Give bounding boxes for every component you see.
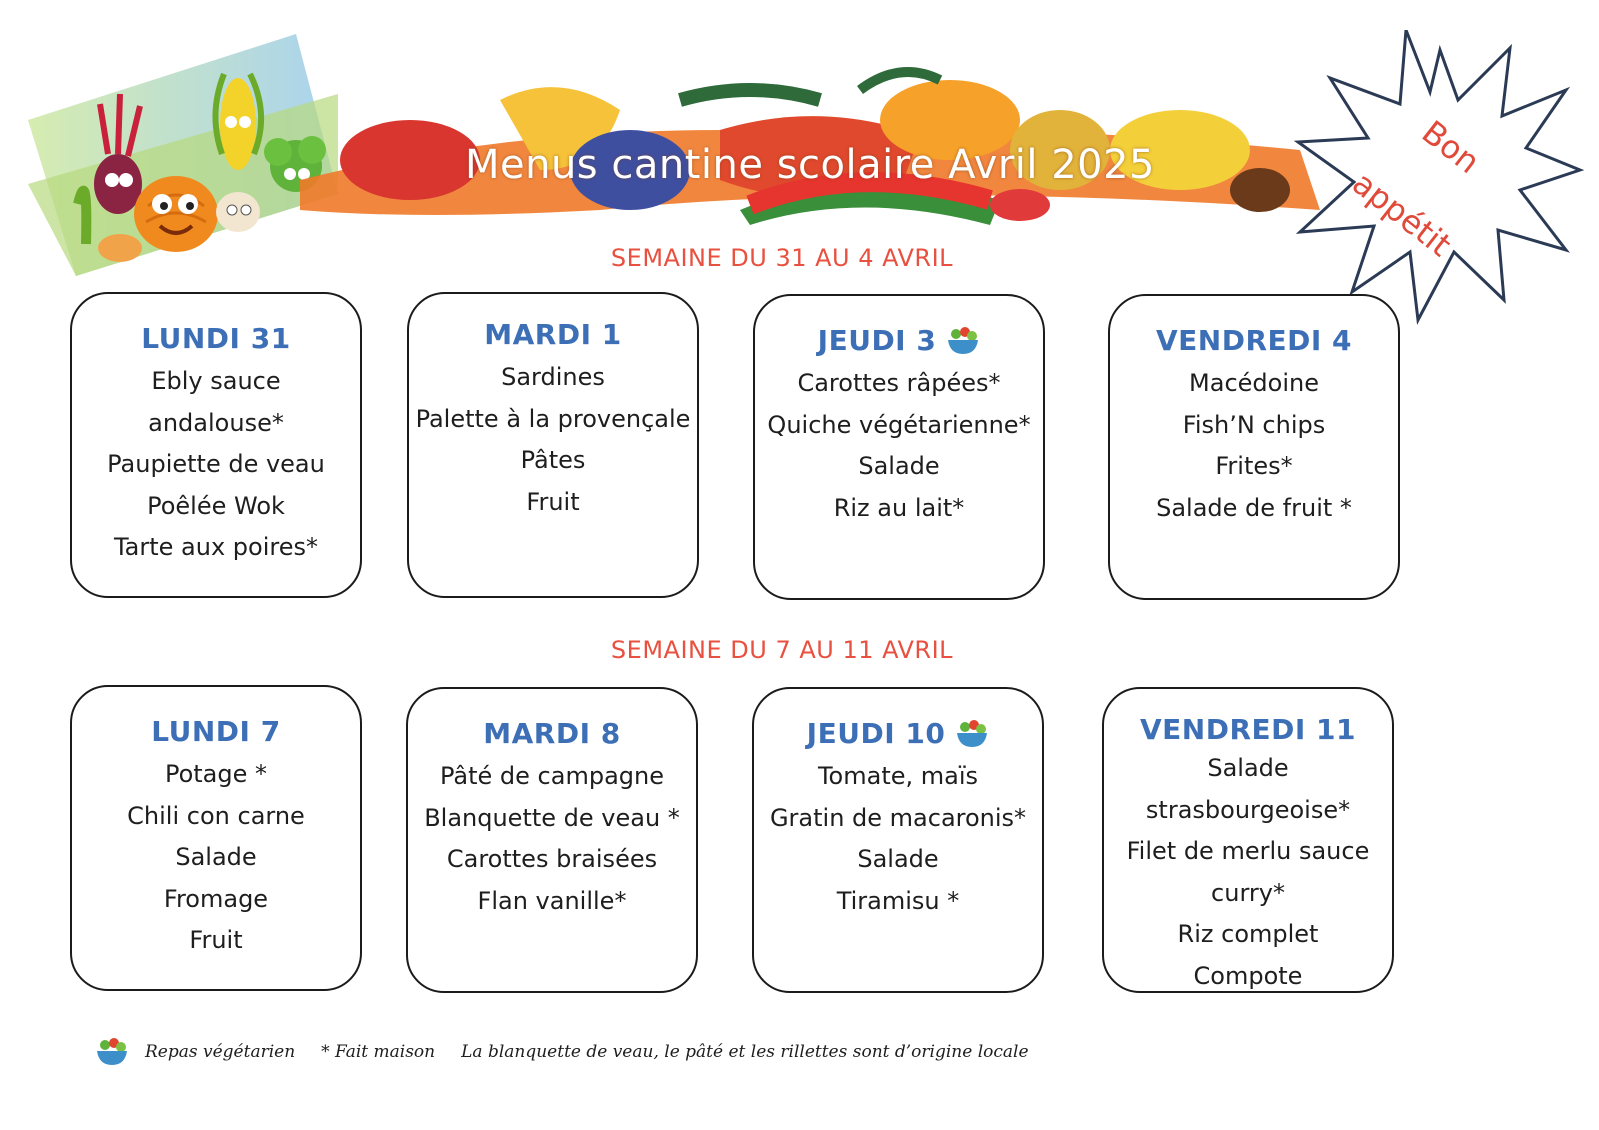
menu-item: Fruit: [189, 926, 243, 954]
day-label: LUNDI 7: [151, 715, 281, 748]
menu-item: Filet de merlu sauce: [1126, 837, 1370, 865]
day-label: VENDREDI 11: [1139, 713, 1357, 746]
menu-item: Compote: [1193, 961, 1303, 990]
menu-item: Gratin de macaronis*: [769, 803, 1027, 832]
menu-item: Frites*: [1215, 452, 1293, 480]
menu-item: Ebly sauce: [151, 367, 281, 395]
menu-item: Tiramisu *: [836, 886, 960, 915]
salad-bowl-icon: [955, 719, 989, 749]
menu-item: Blanquette de veau *: [424, 803, 680, 832]
menu-item: Salade: [175, 843, 257, 871]
day-label: LUNDI 31: [141, 322, 291, 355]
menu-item: Riz complet: [1177, 920, 1319, 948]
week-1-title: SEMAINE DU 31 AU 4 AVRIL: [610, 244, 954, 272]
menu-item: Sardines: [501, 363, 605, 391]
day-card-vendredi-4: [1108, 294, 1400, 600]
menu-item: Pâté de campagne: [440, 762, 664, 790]
stamp-line-2: appétit: [1345, 163, 1459, 265]
menu-item: Pâtes: [520, 446, 586, 474]
vegetable-characters-illustration: [28, 34, 338, 276]
menu-item: strasbourgeoise*: [1145, 795, 1351, 824]
legend-local-origin-note: La blanquette de veau, le pâté et les rillettes sont d’origine locale: [461, 1042, 1029, 1062]
day-card-jeudi-3: [753, 294, 1045, 600]
day-label: MARDI 1: [484, 318, 622, 351]
day-card-jeudi-10: [752, 687, 1044, 993]
week-2-title: SEMAINE DU 7 AU 11 AVRIL: [610, 636, 954, 664]
menu-item: Poêlée Wok: [147, 491, 285, 520]
menu-item: Salade de fruit *: [1156, 493, 1352, 522]
menu-item: Flan vanille*: [477, 886, 627, 915]
menu-item: Tomate, maïs: [817, 762, 979, 790]
menu-item: Fish’N chips: [1182, 410, 1326, 439]
day-label: MARDI 8: [483, 717, 621, 750]
day-label: JEUDI 10: [806, 717, 946, 750]
menu-item: Salade: [1207, 754, 1289, 782]
menu-item: Chili con carne: [127, 801, 305, 830]
stamp-line-1: Bon: [1414, 113, 1487, 181]
menu-item: Paupiette de veau: [107, 450, 325, 478]
day-label: JEUDI 3: [817, 324, 937, 357]
menu-item: Riz au lait*: [833, 493, 965, 522]
menu-item: Macédoine: [1189, 369, 1319, 397]
menu-item: Fruit: [526, 487, 580, 516]
menu-item: Potage *: [164, 760, 268, 788]
page-title: Menus cantine scolaire Avril 2025: [464, 142, 1155, 188]
menu-item: Salade: [857, 845, 939, 873]
legend-homemade: * Fait maison: [321, 1042, 436, 1062]
menu-item: Quiche végétarienne*: [767, 410, 1031, 439]
legend: [95, 1032, 1055, 1072]
menu-item: Fromage: [163, 884, 269, 913]
menu-item: Carottes râpées*: [797, 369, 1001, 397]
legend-vegetarian: Repas végétarien: [145, 1042, 296, 1062]
salad-bowl-icon: [95, 1037, 129, 1067]
menu-item: curry*: [1211, 878, 1285, 907]
salad-bowl-icon: [946, 326, 980, 356]
menu-item: Palette à la provençale: [415, 404, 691, 433]
day-label: VENDREDI 4: [1155, 324, 1353, 357]
day-card-mardi-1: [407, 292, 699, 598]
menu-item: Salade: [858, 452, 940, 480]
day-card-mardi-8: [406, 687, 698, 993]
menu-item: Tarte aux poires*: [113, 533, 318, 561]
menu-item: andalouse*: [148, 408, 284, 437]
day-card-vendredi-11: [1102, 687, 1394, 993]
menu-item: Carottes braisées: [446, 845, 658, 873]
bon-appetit-stamp: [1290, 30, 1590, 330]
day-card-lundi-7: [70, 685, 362, 991]
day-card-lundi-31: [70, 292, 362, 598]
